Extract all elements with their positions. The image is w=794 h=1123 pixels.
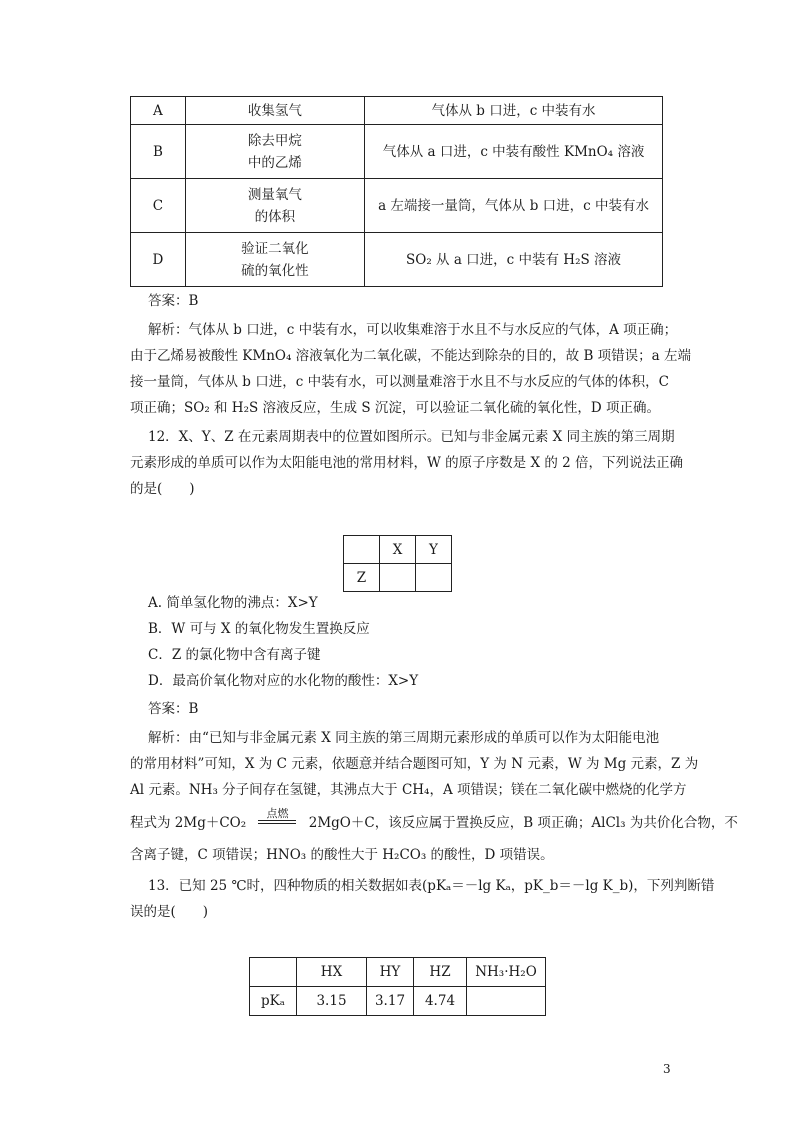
method-cell: SO₂ 从 a 口进，c 中装有 H₂S 溶液 [365,233,663,287]
header-cell: HZ [414,958,467,987]
equation-right: 2MgO＋C，该反应属于置换反应，B 项正确；AlCl₃ 为共价化合物，不 [308,815,738,831]
grid-cell-y: Y [416,536,452,564]
header-cell [250,958,297,987]
header-cell: NH₃·H₂O [467,958,546,987]
method-cell: 气体从 b 口进，c 中装有水 [365,97,663,125]
q12-option-d: D．最高价氧化物对应的水化物的酸性：X>Y [148,673,419,689]
q11-analysis-line: 接一量筒，气体从 b 口进，c 中装有水，可以测量难溶于水且不与水反应的气体的体积，C [130,374,669,390]
table-row [131,125,663,179]
periodic-grid [343,535,452,592]
q11-analysis-line: 解析：气体从 b 口进，c 中装有水，可以收集难溶于水且不与水反应的气体，A 项正确； [148,322,678,338]
q12-option-c: C．Z 的氯化物中含有离子键 [148,647,321,663]
q11-answer: 答案：B [148,293,199,309]
grid-row [344,536,452,564]
experiment-table [130,96,663,287]
q13-stem-line: 误的是( ) [130,904,209,920]
method-cell: a 左端接一量筒，气体从 b 口进，c 中装有水 [365,179,663,233]
purpose-cell: 验证二氧化 硫的氧化性 [185,233,364,287]
purpose-cell: 测量氧气 的体积 [185,179,364,233]
option-label: D [131,233,186,287]
grid-cell [344,536,380,564]
equals-sign [258,820,296,824]
grid-cell-x: X [380,536,416,564]
equation-left: 程式为 2Mg＋CO₂ [130,815,247,831]
pka-table [249,957,546,1016]
q12-option-b: B．W 可与 X 的氧化物发生置换反应 [148,621,370,637]
grid-cell [380,564,416,592]
table-row [250,987,546,1016]
q12-stem-line: 元素形成的单质可以作为太阳能电池的常用材料，W 的原子序数是 X 的 2 倍，下列说法正确 [130,455,684,471]
q12-stem-line: 的是( ) [130,481,195,497]
value-cell: 3.17 [367,987,414,1016]
purpose-cell: 除去甲烷 中的乙烯 [185,125,364,179]
value-cell: 3.15 [297,987,367,1016]
method-cell: 气体从 a 口进，c 中装有酸性 KMnO₄ 溶液 [365,125,663,179]
option-label: A [131,97,186,125]
q12-analysis-line: 含离子键，C 项错误；HNO₃ 的酸性大于 H₂CO₃ 的酸性，D 项错误。 [130,847,554,863]
q12-stem-line: 12．X、Y、Z 在元素周期表中的位置如图所示。已知与非金属元素 X 同主族的第三周期 [148,429,675,445]
grid-cell-z: Z [344,564,380,592]
option-label: C [131,179,186,233]
q12-answer: 答案：B [148,701,199,717]
header-cell: HX [297,958,367,987]
table-header-row [250,958,546,987]
q11-analysis-line: 由于乙烯易被酸性 KMnO₄ 溶液氧化为二氧化碳，不能达到除杂的目的，故 B 项错误；a 左端 [130,348,692,364]
row-label: pKₐ [250,987,297,1016]
q11-analysis-line: 项正确；SO₂ 和 H₂S 溶液反应，生成 S 沉淀，可以验证二氧化硫的氧化性，D 项正确。 [130,400,660,416]
purpose-cell: 收集氢气 [185,97,364,125]
q12-option-a: A. 简单氢化物的沸点：X>Y [148,595,318,611]
header-cell: HY [367,958,414,987]
q12-analysis-line: 的常用材料”可知，X 为 C 元素，依题意并结合题图可知，Y 为 N 元素，W 为 Mg 元素，Z 为 [130,756,699,772]
condition-label: 点燃 [266,807,289,820]
value-cell [467,987,546,1016]
q12-analysis-line: 解析：由“已知与非金属元素 X 同主族的第三周期元素形成的单质可以作为太阳能电池 [148,730,660,746]
chemical-equation-line [130,807,738,834]
value-cell: 4.74 [414,987,467,1016]
table-row [131,179,663,233]
table-row [131,233,663,287]
table-row [131,97,663,125]
q13-stem-line: 13．已知 25 ℃时，四种物质的相关数据如表(pKₐ＝－lg Kₐ，pK_b＝－lg K_b)，下列判断错 [148,878,715,894]
page-number: 3 [663,1062,671,1076]
option-label: B [131,125,186,179]
grid-row [344,564,452,592]
reaction-condition [258,808,296,824]
q12-analysis-line: Al 元素。NH₃ 分子间存在氢键，其沸点大于 CH₄，A 项错误；镁在二氧化碳中燃烧的化学方 [130,782,687,798]
grid-cell [416,564,452,592]
